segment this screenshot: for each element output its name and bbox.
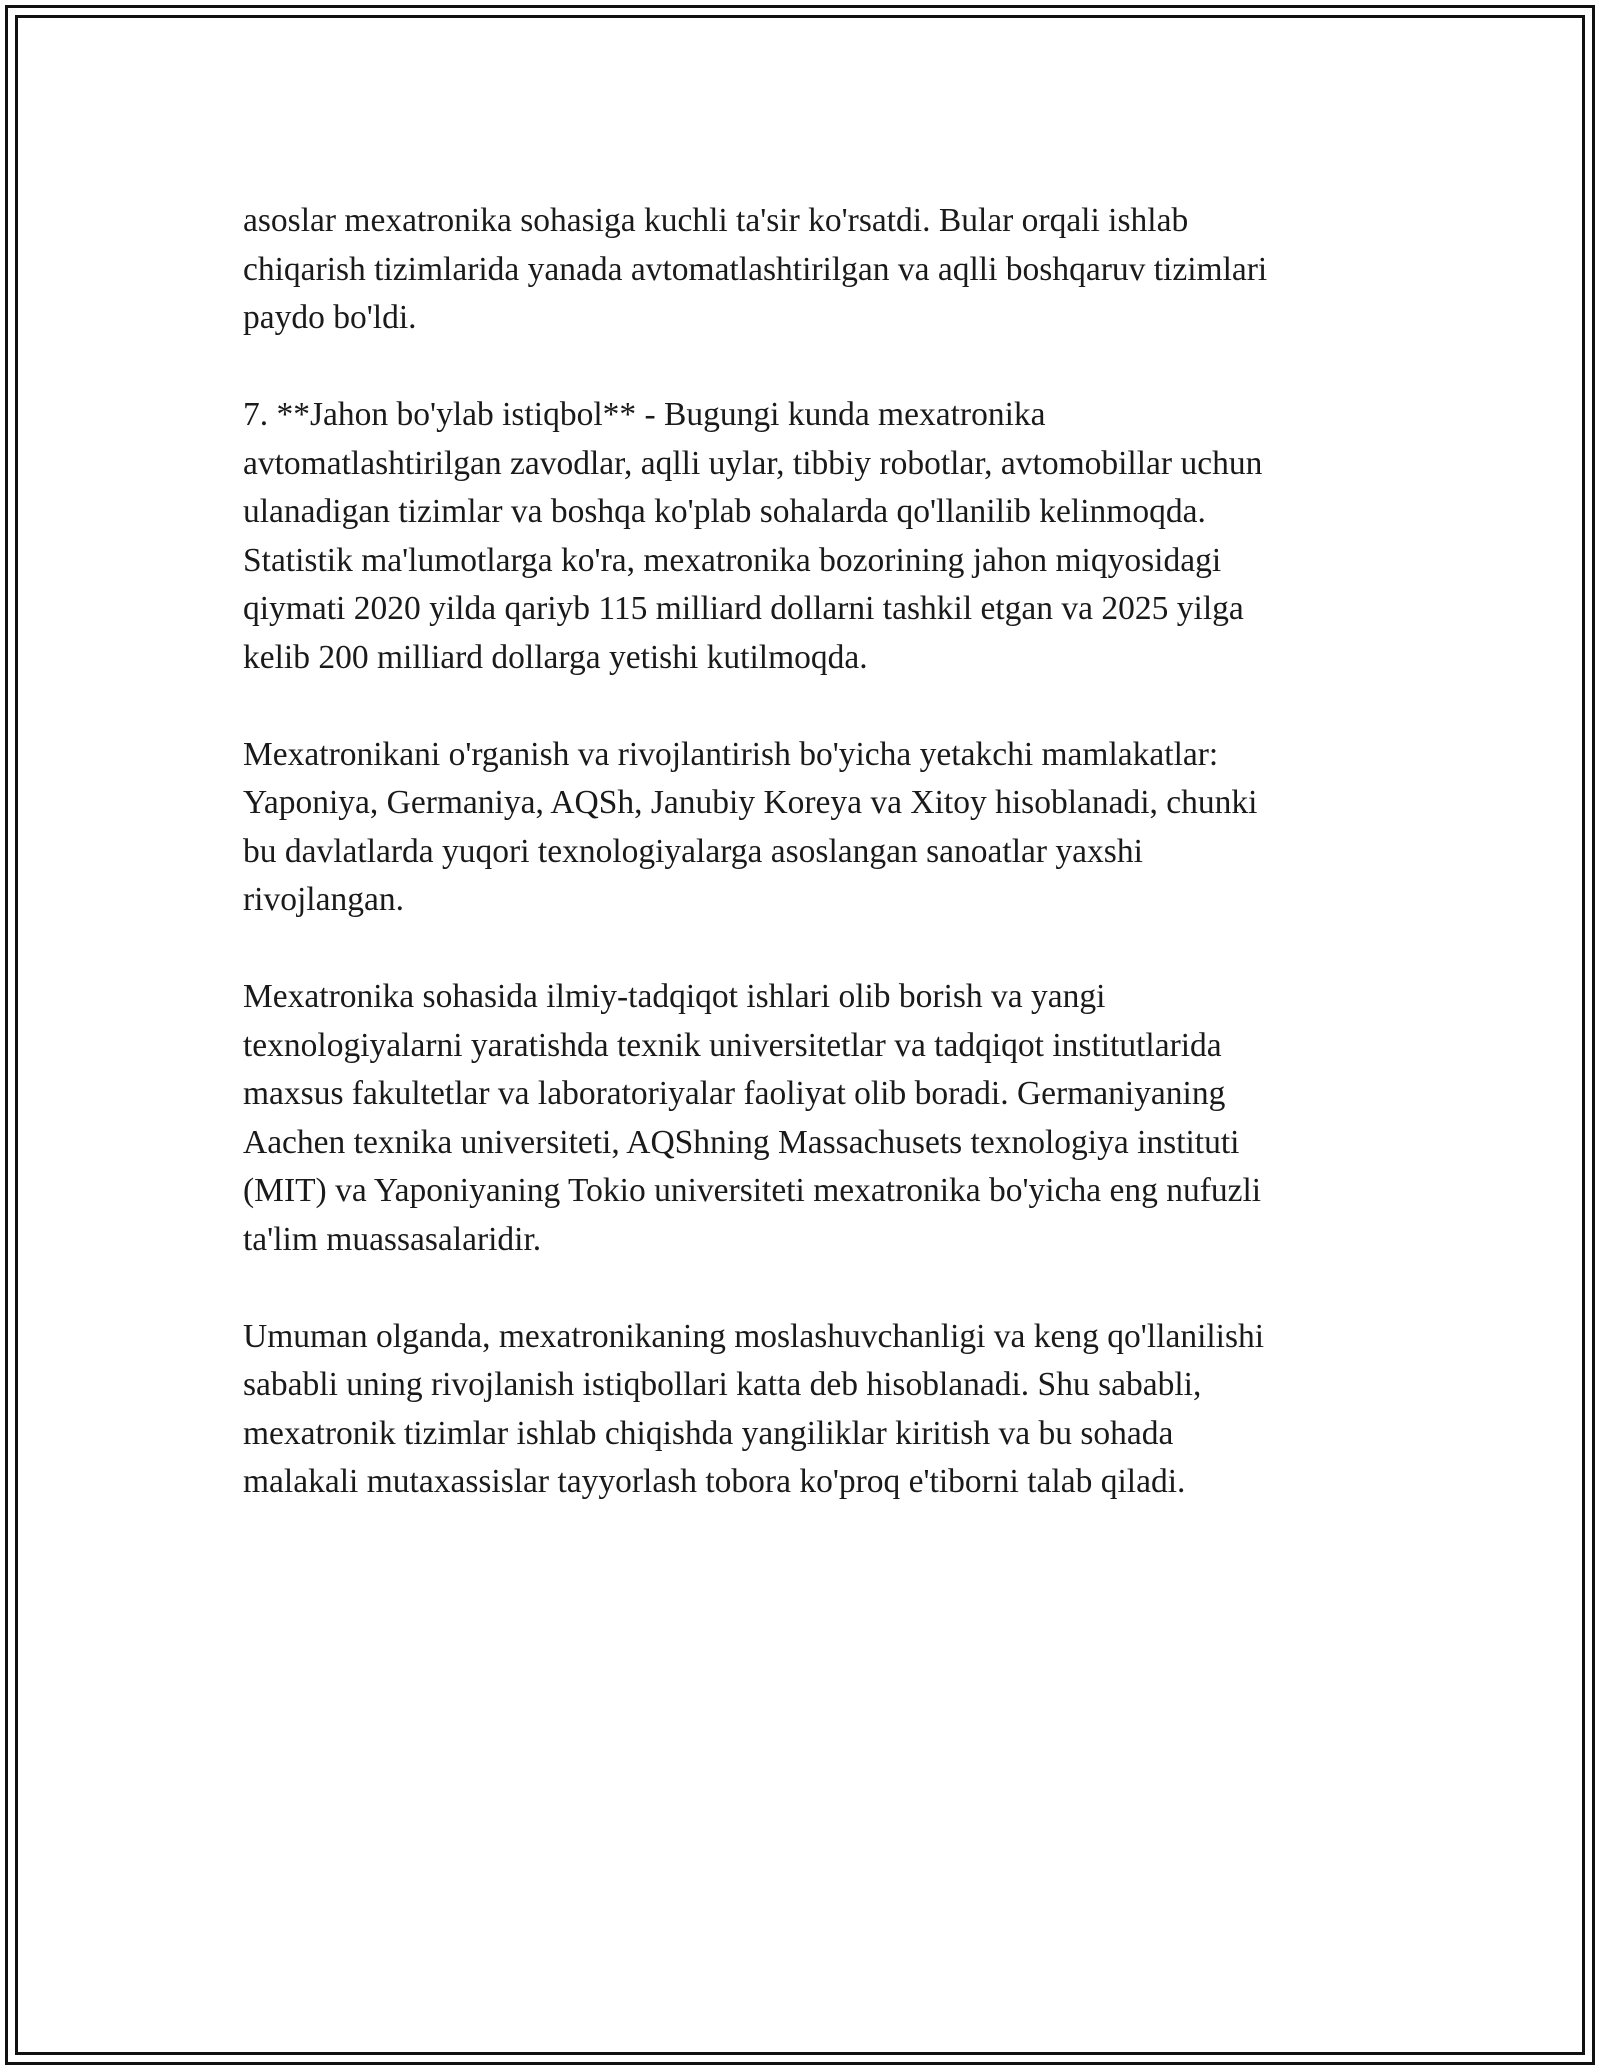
text-line: qiymati 2020 yilda qariyb 115 milliard dollarni tashkil etgan va 2025 yilga xyxy=(243,590,1244,627)
paragraph xyxy=(243,973,1378,1264)
paragraph xyxy=(243,197,1378,343)
text-line: texnologiyalarni yaratishda texnik universitetlar va tadqiqot institutlarida xyxy=(243,1026,1222,1064)
text-line: rivojlangan. xyxy=(243,881,404,918)
paragraph xyxy=(243,1313,1378,1507)
text-line: bu davlatlarda yuqori texnologiyalarga asoslangan sanoatlar yaxshi xyxy=(243,832,1143,870)
paragraph xyxy=(243,391,1378,682)
text-line: ta'lim muassasalaridir. xyxy=(243,1220,542,1258)
text-line: malakali mutaxassislar tayyorlash tobora ko'proq e'tiborni talab qiladi. xyxy=(243,1463,1186,1500)
text-line: Aachen texnika universiteti, AQShning Massachusets texnologiya instituti xyxy=(243,1123,1240,1161)
text-line: sababli uning rivojlanish istiqbollari katta deb hisoblanadi. Shu sababli, xyxy=(243,1366,1202,1403)
paragraph xyxy=(243,731,1378,925)
text-line: chiqarish tizimlarida yanada avtomatlashtirilgan va aqlli boshqaruv tizimlari xyxy=(243,250,1268,288)
text-line: paydo bo'ldi. xyxy=(243,299,417,336)
page-border xyxy=(5,5,1595,2065)
text-line: Mexatronikani o'rganish va rivojlantirish bo'yicha yetakchi mamlakatlar: xyxy=(243,735,1219,773)
text-line: 7. **Jahon bo'ylab istiqbol** - Bugungi kunda mexatronika xyxy=(243,396,1046,433)
text-line: Umuman olganda, mexatronikaning moslashuvchanligi va keng qo'llanilishi xyxy=(243,1317,1265,1355)
text-line: Statistik ma'lumotlarga ko'ra, mexatronika bozorining jahon miqyosidagi xyxy=(243,541,1222,579)
text-line: (MIT) va Yaponiyaning Tokio universiteti mexatronika bo'yicha eng nufuzli xyxy=(243,1172,1262,1209)
text-line: kelib 200 milliard dollarga yetishi kutilmoqda. xyxy=(243,638,868,676)
text-line: ulanadigan tizimlar va boshqa ko'plab sohalarda qo'llanilib kelinmoqda. xyxy=(243,493,1206,530)
text-line: mexatronik tizimlar ishlab chiqishda yangiliklar kiritish va bu sohada xyxy=(243,1414,1174,1452)
text-line: asoslar mexatronika sohasiga kuchli ta'sir ko'rsatdi. Bular orqali ishlab xyxy=(243,202,1189,239)
text-line: Mexatronika sohasida ilmiy-tadqiqot ishlari olib borish va yangi xyxy=(243,978,1106,1015)
document-body xyxy=(243,197,1378,1555)
text-line: Yaponiya, Germaniya, AQSh, Janubiy Koreya va Xitoy hisoblanadi, chunki xyxy=(243,784,1258,821)
text-line: avtomatlashtirilgan zavodlar, aqlli uylar, tibbiy robotlar, avtomobillar uchun xyxy=(243,444,1263,482)
text-line: maxsus fakultetlar va laboratoriyalar faoliyat olib boradi. Germaniyaning xyxy=(243,1075,1226,1112)
